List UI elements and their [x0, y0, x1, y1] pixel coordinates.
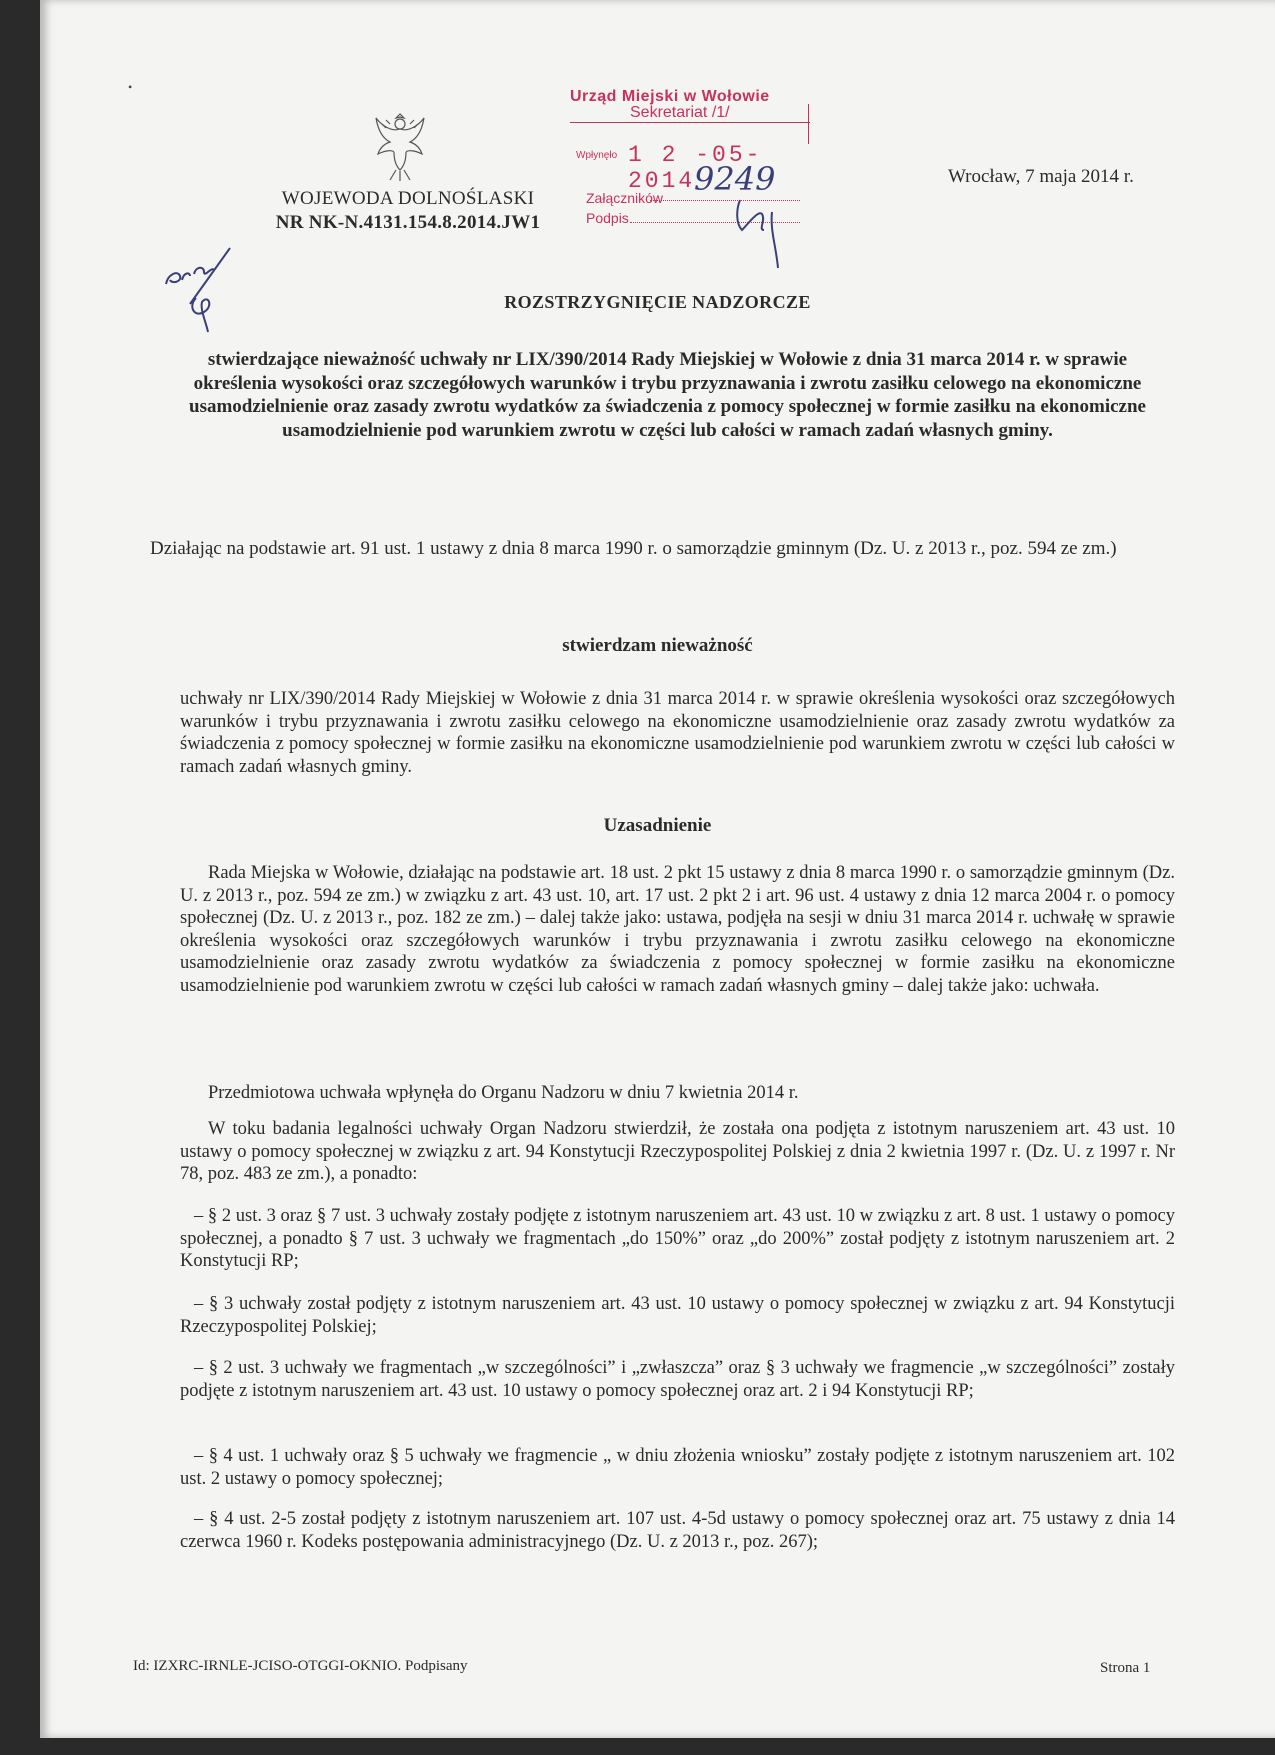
- justification-heading: Uzasadnienie: [603, 815, 712, 836]
- handwritten-registry-number: 9249: [694, 160, 776, 198]
- violation-list-item: – § 2 ust. 3 oraz § 7 ust. 3 uchwały zostały podjęte z istotnym naruszeniem art. 43 ust. 10 w związku z art. 8 ust. 1 ustawy o pomocy społecznej, a ponadto § 7 ust. 3 uchwały we fragmentach „do 150%” oraz „do 200%” został podjęty z istotnym naruszeniem art. 2 Konstytucji RP;: [180, 1206, 1175, 1271]
- authority-name: WOJEWODA DOLNOŚLASKI: [281, 188, 535, 209]
- legal-basis: Działając na podstawie art. 91 ust. 1 ustawy z dnia 8 marca 1990 r. o samorządzie gminnym (Dz. U. z 2013 r., poz. 594 ze zm.): [150, 538, 1117, 559]
- justification-paragraph: Rada Miejska w Wołowie, działając na podstawie art. 18 ust. 2 pkt 15 ustawy z dnia 8 marca 1990 r. o samorządzie gminnym (Dz. U. z 2013 r., poz. 594 ze zm.) w związku z art. 43 ust. 10, art. 17 ust. 2 pkt 2 i art. 96 ust. 4 ustawy z dnia 12 marca 2004 r. o pomocy społecznej (Dz. U. z 2013 r., poz. 182 ze zm.) – dalej także jako: ustawa, podjęła na sesji w dniu 31 marca 2014 r. uchwałę w sprawie określenia wysokości oraz szczegółowych warunków i trybu przyznawania i zwrotu zasiłku celowego na ekonomiczne usamodzielnienie oraz zasady zwrotu wydatków za świadczenia z pomocy społecznej w formie zasiłku na ekonomiczne usamodzielnienie pod warunkiem zwrotu w części lub całości w ramach zadań własnych gminy – dalej także jako: uchwała.: [180, 863, 1175, 996]
- handwritten-stroke-icon: [772, 212, 778, 268]
- stamp-department: Sekretariat /1/: [630, 104, 730, 121]
- violation-list-item: – § 4 ust. 2-5 został podjęty z istotnym naruszeniem art. 107 ust. 4-5d ustawy o pomocy społecznej oraz art. 75 ustawy z dnia 14 czerwca 1960 r. Kodeks postępowania administracyjnego (Dz. U. z 2013 r., poz. 267);: [180, 1509, 1175, 1552]
- issuing-authority: [258, 187, 558, 235]
- stamp-vertical-line: [808, 104, 809, 144]
- handwritten-initials-icon: [737, 200, 764, 230]
- stamp-received-label: Wpłynęło: [576, 150, 618, 161]
- scan-speck: •: [128, 80, 133, 94]
- stamp-received-date: 1 2 -05- 2014: [628, 142, 763, 194]
- handwritten-margin-note-icon: [160, 246, 240, 336]
- place-and-date: Wrocław, 7 maja 2014 r.: [948, 166, 1134, 187]
- decision-body: uchwały nr LIX/390/2014 Rady Miejskiej w Wołowie z dnia 31 marca 2014 r. w sprawie określenia wysokości oraz szczegółowych warunków i trybu przyznawania i zwrotu zasiłku celowego na ekonomiczne usamodzielnienie oraz zasady zwrotu wydatków za świadczenia z pomocy społecznej w formie zasiłku na ekonomiczne usamodzielnienie pod warunkiem zwrotu w części lub całości w ramach zadań własnych gminy.: [180, 689, 1175, 777]
- document-title: ROZSTRZYGNIĘCIE NADZORCZE: [504, 292, 811, 312]
- stamp-divider: [570, 122, 810, 123]
- violation-list-item: – § 3 uchwały został podjęty z istotnym naruszeniem art. 43 ust. 10 ustawy o pomocy społecznej w związku z art. 94 Konstytucji Rzeczypospolitej Polskiej;: [180, 1294, 1175, 1337]
- stamp-attachments-label: Załączników: [586, 190, 664, 206]
- document-subject: stwierdzające nieważność uchwały nr LIX/390/2014 Rady Miejskiej w Wołowie z dnia 31 marca 2014 r. w sprawie określenia wysokości oraz szczegółowych warunków i trybu przyznawania i zwrotu zasiłku celowego na ekonomiczne usamodzielnienie oraz zasady zwrotu wydatków za świadczenia z pomocy społecznej w formie zasiłku na ekonomiczne usamodzielnienie pod warunkiem zwrotu w części lub całości w ramach zadań własnych gminy.: [189, 349, 1146, 441]
- stamp-signature-label: Podpis: [586, 210, 629, 226]
- justification-paragraph: Przedmiotowa uchwała wpłynęła do Organu Nadzoru w dniu 7 kwietnia 2014 r.: [208, 1083, 799, 1103]
- violation-list-item: – § 4 ust. 1 uchwały oraz § 5 uchwały we fragmencie „ w dniu złożenia wniosku” zostały podjęte z istotnym naruszeniem art. 102 ust. 2 ustawy o pomocy społecznej;: [180, 1446, 1175, 1489]
- footer-document-id: Id: IZXRC-IRNLE-JCISO-OTGGI-OKNIO. Podpisany: [133, 1658, 468, 1674]
- stamp-office: Urząd Miejski w Wołowie: [570, 88, 770, 105]
- decision-heading: stwierdzam nieważność: [562, 635, 753, 656]
- footer-page-number: Strona 1: [1100, 1660, 1151, 1676]
- justification-paragraph: W toku badania legalności uchwały Organ Nadzoru stwierdził, że została ona podjęta z istotnym naruszeniem art. 43 ust. 10 ustawy o pomocy społecznej w związku z art. 94 Konstytucji Rzeczypospolitej Polskiej z dnia 2 kwietnia 1997 r. (Dz. U. z 1997 r. Nr 78, poz. 483 ze zm.), a ponadto:: [180, 1119, 1175, 1184]
- violation-list-item: – § 2 ust. 3 uchwały we fragmentach „w szczególności” i „zwłaszcza” oraz § 3 uchwały we fragmencie „w szczególności” zostały podjęte z istotnym naruszeniem art. 43 ust. 10 ustawy o pomocy społecznej oraz art. 2 i 94 Konstytucji RP;: [180, 1358, 1175, 1401]
- polish-eagle-emblem-icon: [372, 108, 428, 186]
- reference-number: NR NK-N.4131.154.8.2014.JW1: [275, 212, 541, 233]
- handwritten-annotation: [640, 150, 820, 270]
